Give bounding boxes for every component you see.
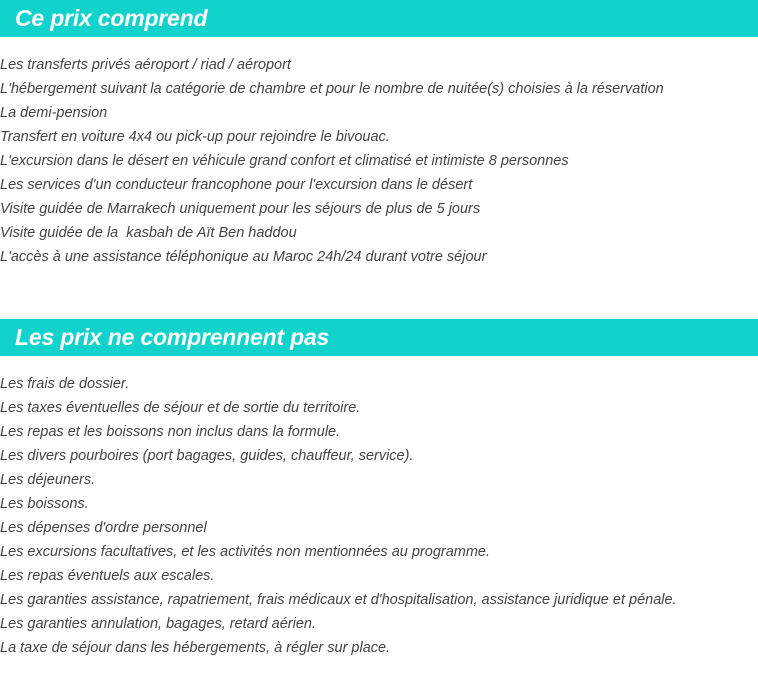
- list-item: Les taxes éventuelles de séjour et de sortie du territoire.: [0, 400, 361, 416]
- excluded-items-list: [0, 372, 677, 660]
- excluded-section-header: [0, 319, 758, 356]
- list-item: Visite guidée de la kasbah de Aït Ben haddou: [0, 225, 297, 241]
- included-section-header: [0, 0, 758, 37]
- list-item: Les transferts privés aéroport / riad / aéroport: [0, 57, 291, 73]
- list-item: L'accès à une assistance téléphonique au Maroc 24h/24 durant votre séjour: [0, 249, 487, 265]
- list-item: Les repas éventuels aux escales.: [0, 568, 215, 584]
- list-item: Les excursions facultatives, et les activités non mentionnées au programme.: [0, 544, 491, 560]
- list-item: Transfert en voiture 4x4 ou pick-up pour rejoindre le bivouac.: [0, 129, 390, 145]
- list-item: L'excursion dans le désert en véhicule grand confort et climatisé et intimiste 8 personnes: [0, 153, 569, 169]
- list-item: Les garanties assistance, rapatriement, frais médicaux et d'hospitalisation, assistance juridique et pénale.: [0, 592, 677, 608]
- list-item: L'hébergement suivant la catégorie de chambre et pour le nombre de nuitée(s) choisies à la réservation: [0, 81, 664, 97]
- list-item: Visite guidée de Marrakech uniquement pour les séjours de plus de 5 jours: [0, 201, 481, 217]
- excluded-section-title: Les prix ne comprennent pas: [15, 324, 330, 350]
- list-item: La taxe de séjour dans les hébergements, à régler sur place.: [0, 640, 391, 656]
- list-item: Les frais de dossier.: [0, 376, 130, 392]
- list-item: La demi-pension: [0, 105, 108, 121]
- list-item: Les repas et les boissons non inclus dans la formule.: [0, 424, 341, 440]
- list-item: Les garanties annulation, bagages, retard aérien.: [0, 616, 316, 632]
- included-items-list: [0, 53, 664, 269]
- list-item: Les services d'un conducteur francophone pour l'excursion dans le désert: [0, 177, 473, 193]
- included-section-title: Ce prix comprend: [15, 5, 208, 31]
- list-item: Les déjeuners.: [0, 472, 96, 488]
- list-item: Les dépenses d'ordre personnel: [0, 520, 207, 536]
- list-item: Les boissons.: [0, 496, 89, 512]
- list-item: Les divers pourboires (port bagages, guides, chauffeur, service).: [0, 448, 414, 464]
